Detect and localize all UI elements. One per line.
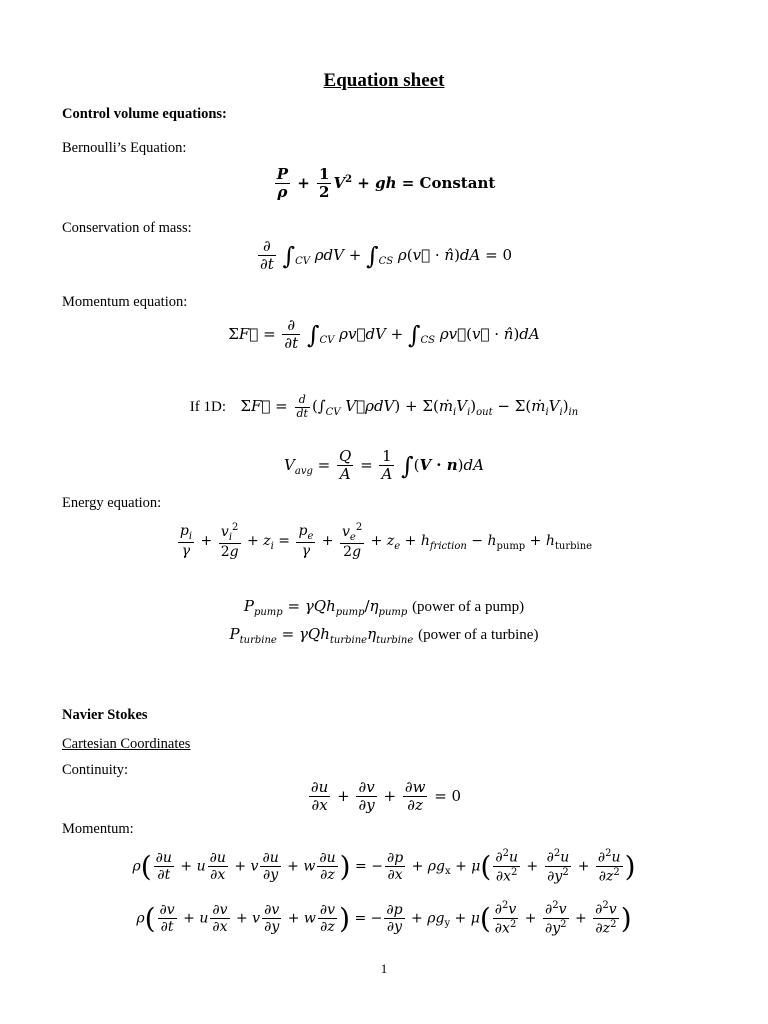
pump-power-equation: $P_{pump} = \gamma Qh_{pump}/\eta_{pump}$ (power of a pump) xyxy=(243,597,525,618)
bernoulli-constant: Constant xyxy=(419,173,496,192)
pump-note: (power of a pump) xyxy=(412,599,525,615)
momentum-equation: ΣF⃗ = $\frac{\partial}{\partial t}$ $\int_{CV}$ ρv⃗dV + $\int_{CS}$ ρv⃗(v⃗ · n̂)dA xyxy=(228,316,540,353)
turbine-power-equation: $P_{turbine} = \gamma Qh_{turbine}\eta_{turbine}$ (power of a turbine) xyxy=(229,625,539,646)
average-velocity-equation: $V_{avg}$ = $\frac{Q}{A}$ = $\frac{1}{A}$ ∫(V · n)dA xyxy=(284,447,484,484)
continuity-equation: $\frac{\partial u}{\partial x}$ + $\frac{\partial v}{\partial y}$ + $\frac{\partial w}{\partial z}$ = 0 xyxy=(310,778,462,815)
bernoulli-equation: $\frac{P}{\rho}$ + $\frac{1}{2}$ $V^2$ + gh = Constant xyxy=(276,165,496,202)
if-1d-label: If 1D: xyxy=(189,399,227,416)
section-control-volume: Control volume equations: xyxy=(62,106,227,122)
label-momentum-equation: Momentum equation: xyxy=(62,294,188,310)
section-navier-stokes: Navier Stokes xyxy=(62,707,148,723)
momentum-1d-equation: If 1D: ΣF⃗ = $\frac{d}{dt}$ ($\int_{CV}$ V⃗ρdV) + $\Sigma(ṁ_iV_i)_{out}$ − $\Sigma(ṁ_iV_i)_{in}$ xyxy=(189,393,579,420)
energy-equation: $\frac{p_i}{\gamma}$ + $\frac{v_i^2}{2g}$ + $z_i$ = $\frac{p_e}{\gamma}$ + $\frac{v_e^2}{2g}$ + $z_e + h_{friction} - h_{pump} + h_{turbine}$ xyxy=(179,522,593,560)
label-conservation-of-mass: Conservation of mass: xyxy=(62,220,192,236)
mass-equation: $\frac{\partial}{\partial t}$ $\int_{CV}$ $\rho dV + \int_{CS}$ ρ(v⃗ · n̂)dA = 0 xyxy=(259,237,513,274)
label-energy-equation: Energy equation: xyxy=(62,495,162,511)
page-title: Equation sheet xyxy=(323,70,445,91)
label-continuity: Continuity: xyxy=(62,762,129,778)
page-number: 1 xyxy=(380,961,388,976)
label-bernoulli: Bernoulli’s Equation: xyxy=(62,140,187,156)
label-momentum-ns: Momentum: xyxy=(62,821,134,837)
label-cartesian-coordinates: Cartesian Coordinates xyxy=(62,736,191,752)
navier-stokes-x-equation: ρ( $\frac{\partial u}{\partial t}$ + u $\frac{\partial u}{\partial x}$ + v $\frac{\partial u}{\partial y}$ + w $\frac{\partial u}{\partial z}$ ) = − $\frac{\partial p}{\partial x}$ + $\rho g_x + \mu$( $\frac{\partial^2u}{\partial x^2}$ + $\frac{\partial^2u}{\partial y^2}$ + $\frac{\partial^2u}{\partial z^2}$ ) xyxy=(132,848,636,885)
navier-stokes-y-equation: ρ( $\frac{\partial v}{\partial t}$ + u $\frac{\partial v}{\partial x}$ + v $\frac{\partial v}{\partial y}$ + w $\frac{\partial v}{\partial z}$ ) = − $\frac{\partial p}{\partial y}$ + $\rho g_y + \mu$( $\frac{\partial^2v}{\partial x^2}$ + $\frac{\partial^2v}{\partial y^2}$ + $\frac{\partial^2v}{\partial z^2}$ ) xyxy=(136,900,632,937)
turbine-note: (power of a turbine) xyxy=(418,627,539,643)
